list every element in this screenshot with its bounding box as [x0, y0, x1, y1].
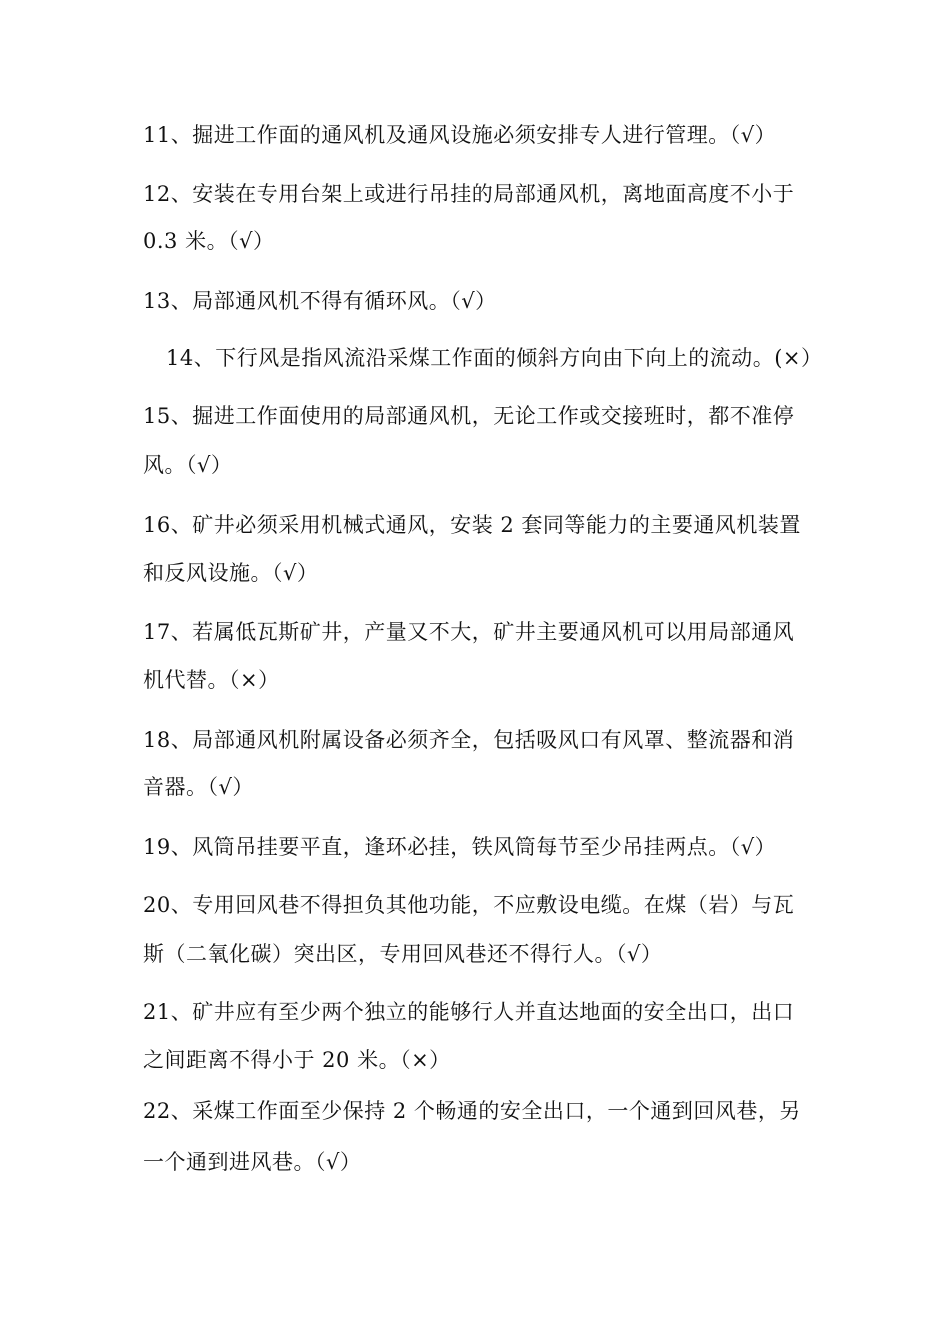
question-line: 13、局部通风机不得有循环风。（√） [143, 289, 497, 313]
question-line: 风。（√） [143, 453, 233, 477]
question-line: 11、掘进工作面的通风机及通风设施必须安排专人进行管理。（√） [143, 123, 777, 147]
question-line: 17、若属低瓦斯矿井，产量又不大，矿井主要通风机可以用局部通风 [143, 620, 795, 644]
question-line: 18、局部通风机附属设备必须齐全，包括吸风口有风罩、整流器和消 [143, 728, 795, 752]
question-line: 20、专用回风巷不得担负其他功能，不应敷设电缆。在煤（岩）与瓦 [143, 893, 795, 917]
question-line: 和反风设施。（√） [143, 561, 319, 585]
question-line: 22、采煤工作面至少保持 2 个畅通的安全出口，一个通到回风巷，另 [143, 1099, 801, 1123]
question-line: 0.3 米。（√） [143, 229, 275, 253]
question-line: 音器。（√） [143, 775, 254, 799]
question-line: 19、风筒吊挂要平直，逢环必挂，铁风筒每节至少吊挂两点。（√） [143, 835, 777, 859]
question-line: 21、矿井应有至少两个独立的能够行人并直达地面的安全出口，出口 [143, 1000, 795, 1024]
question-line: 15、掘进工作面使用的局部通风机，无论工作或交接班时，都不准停 [143, 404, 795, 428]
question-line: 16、矿井必须采用机械式通风，安装 2 套同等能力的主要通风机装置 [143, 513, 801, 537]
question-line: 12、安装在专用台架上或进行吊挂的局部通风机，离地面高度不小于 [143, 182, 795, 206]
question-line: 一个通到进风巷。（√） [143, 1150, 362, 1174]
question-line: 之间距离不得小于 20 米。（×） [143, 1048, 451, 1072]
question-line: 斯（二氧化碳）突出区，专用回风巷还不得行人。（√） [143, 942, 663, 966]
question-line: 14、下行风是指风流沿采煤工作面的倾斜方向由下向上的流动。(×） [166, 346, 823, 370]
question-line: 机代替。（×） [143, 668, 280, 692]
